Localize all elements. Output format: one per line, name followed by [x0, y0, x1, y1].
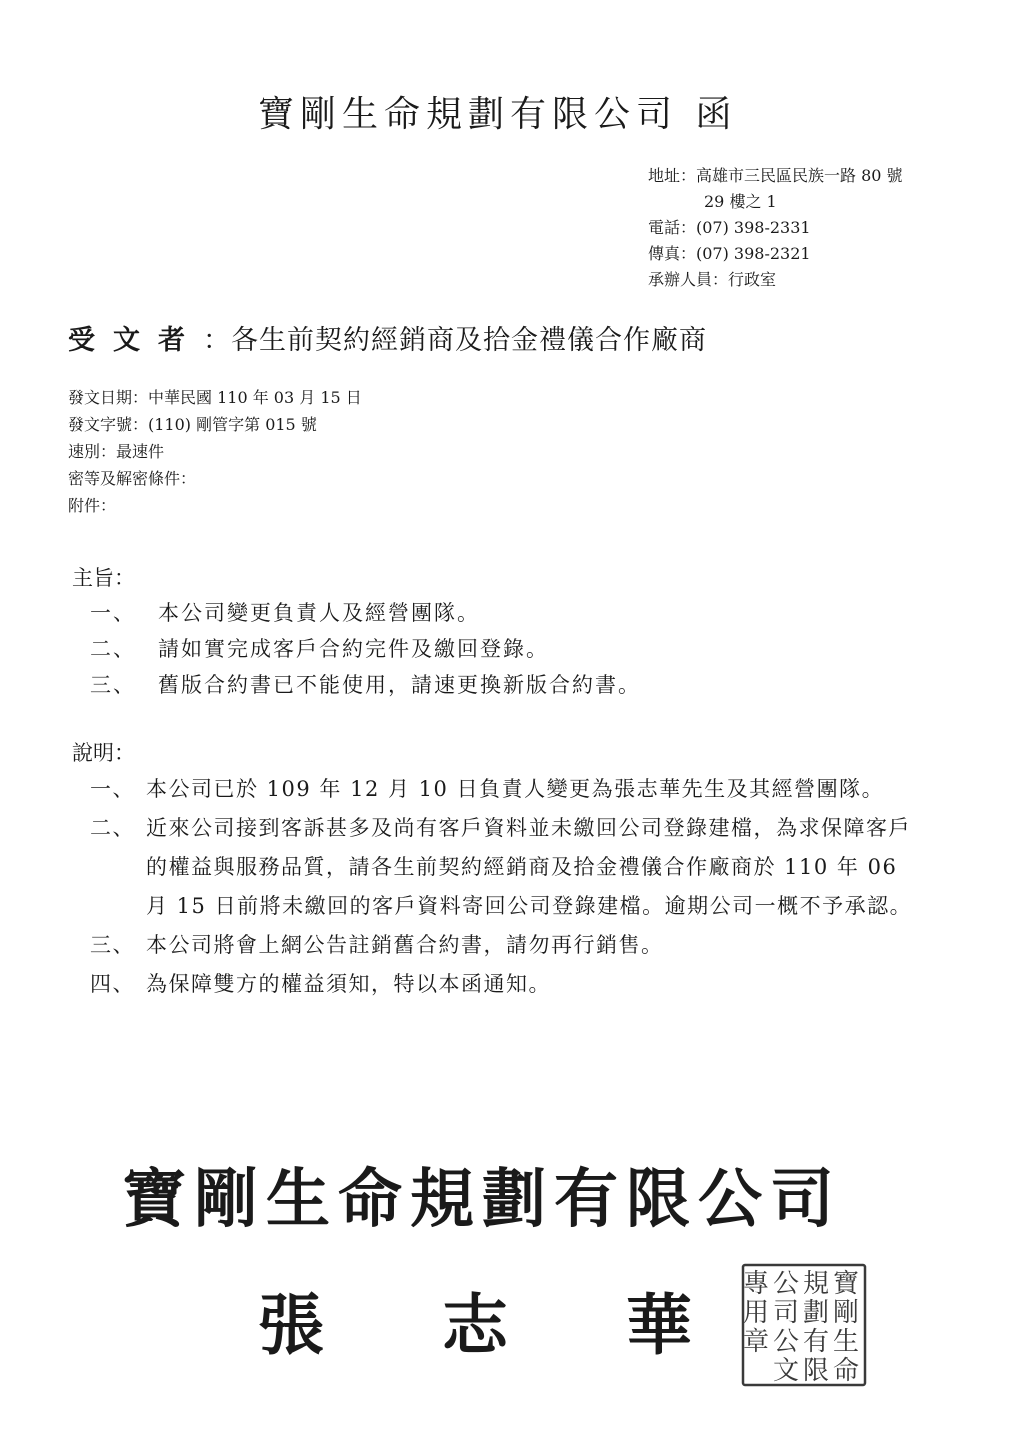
- item-number: 一、: [90, 777, 135, 801]
- item-text: 本公司將會上網公告註銷舊合約書，請勿再行銷售。: [146, 933, 664, 957]
- explanation-list: [90, 770, 940, 1004]
- list-item: [90, 770, 940, 809]
- item-number: 三、: [90, 933, 135, 957]
- address-line-1: 地址：高雄市三民區民族一路 80 號: [648, 166, 903, 185]
- issue-date: 發文日期：中華民國 110 年 03 月 15 日: [68, 388, 362, 407]
- address-line-2: 29 樓之 1: [704, 192, 777, 211]
- subject-list: [90, 595, 641, 703]
- seal-char: 限: [802, 1356, 830, 1386]
- list-item: [90, 965, 940, 1004]
- sender-info: [648, 163, 903, 293]
- seal-char: 專: [742, 1269, 770, 1299]
- seal-char: 生: [832, 1327, 860, 1357]
- seal-char: 寶: [832, 1269, 860, 1299]
- company-signature: 寶剛生命規劃有限公司: [122, 1163, 842, 1237]
- recipient-colon: ：: [203, 325, 231, 356]
- phone-number: 電話：(07) 398-2331: [648, 218, 811, 237]
- seal-char: 公: [772, 1269, 800, 1299]
- company-seal-stamp: [740, 1262, 868, 1388]
- fax-number: 傳真：(07) 398-2321: [648, 244, 811, 263]
- seal-char: 命: [832, 1356, 860, 1386]
- explanation-heading: 說明：: [72, 741, 135, 765]
- item-number: 二、: [90, 816, 135, 840]
- seal-char: 章: [742, 1327, 770, 1357]
- item-number: 四、: [90, 972, 135, 996]
- recipient-line: [68, 318, 707, 357]
- seal-char: 用: [742, 1298, 770, 1328]
- seal-char: 文: [772, 1356, 800, 1386]
- document-number: 發文字號：(110) 剛管字第 015 號: [68, 415, 317, 434]
- list-item: [90, 926, 940, 965]
- delivery-speed: 速別：最速件: [68, 442, 165, 461]
- signature-char: 華: [626, 1287, 692, 1364]
- list-item: [90, 809, 940, 926]
- seal-char: 剛: [832, 1298, 860, 1328]
- signature-char: 張: [258, 1287, 324, 1364]
- person-signature: [258, 1272, 810, 1367]
- seal-char: 規: [802, 1269, 830, 1299]
- recipient-value: 各生前契約經銷商及拾金禮儀合作廠商: [231, 325, 707, 356]
- item-text: 本公司已於 109 年 12 月 10 日負責人變更為張志華先生及其經營團隊。: [146, 777, 885, 801]
- recipient-label: 受文者: [68, 325, 203, 356]
- item-text: 舊版合約書已不能使用，請速更換新版合約書。: [158, 673, 641, 697]
- seal-char: 有: [802, 1327, 830, 1357]
- seal-text: [743, 1269, 859, 1386]
- handler: 承辦人員：行政室: [648, 270, 777, 289]
- item-number: 二、: [90, 637, 136, 661]
- item-text: 為保障雙方的權益須知，特以本函通知。: [146, 972, 551, 996]
- seal-char: 司: [772, 1298, 800, 1328]
- item-text: 請如實完成客戶合約完件及繳回登錄。: [158, 637, 549, 661]
- item-text: 近來公司接到客訴甚多及尚有客戶資料並未繳回公司登錄建檔，為求保障客戶的權益與服務品質，請各生前契約經銷商及拾金禮儀合作廠商於 110 年 06 月 15 日前將未繳回的客戶資料寄回公司登錄建檔。逾期公司一概不予承認。: [146, 816, 913, 918]
- signature-char: 志: [442, 1287, 508, 1364]
- document-meta: [68, 384, 362, 519]
- subject-heading: 主旨：: [72, 566, 135, 590]
- item-number: 一、: [90, 601, 136, 625]
- item-number: 三、: [90, 673, 136, 697]
- letter-title: 寶剛生命規劃有限公司 函: [258, 94, 738, 135]
- item-text: 本公司變更負責人及經營團隊。: [158, 601, 480, 625]
- seal-char: 劃: [802, 1298, 830, 1328]
- secrecy-level: 密等及解密條件：: [68, 469, 197, 488]
- seal-char: 公: [772, 1327, 800, 1357]
- list-item: [90, 631, 641, 667]
- list-item: [90, 667, 641, 703]
- attachments: 附件：: [68, 496, 117, 515]
- list-item: [90, 595, 641, 631]
